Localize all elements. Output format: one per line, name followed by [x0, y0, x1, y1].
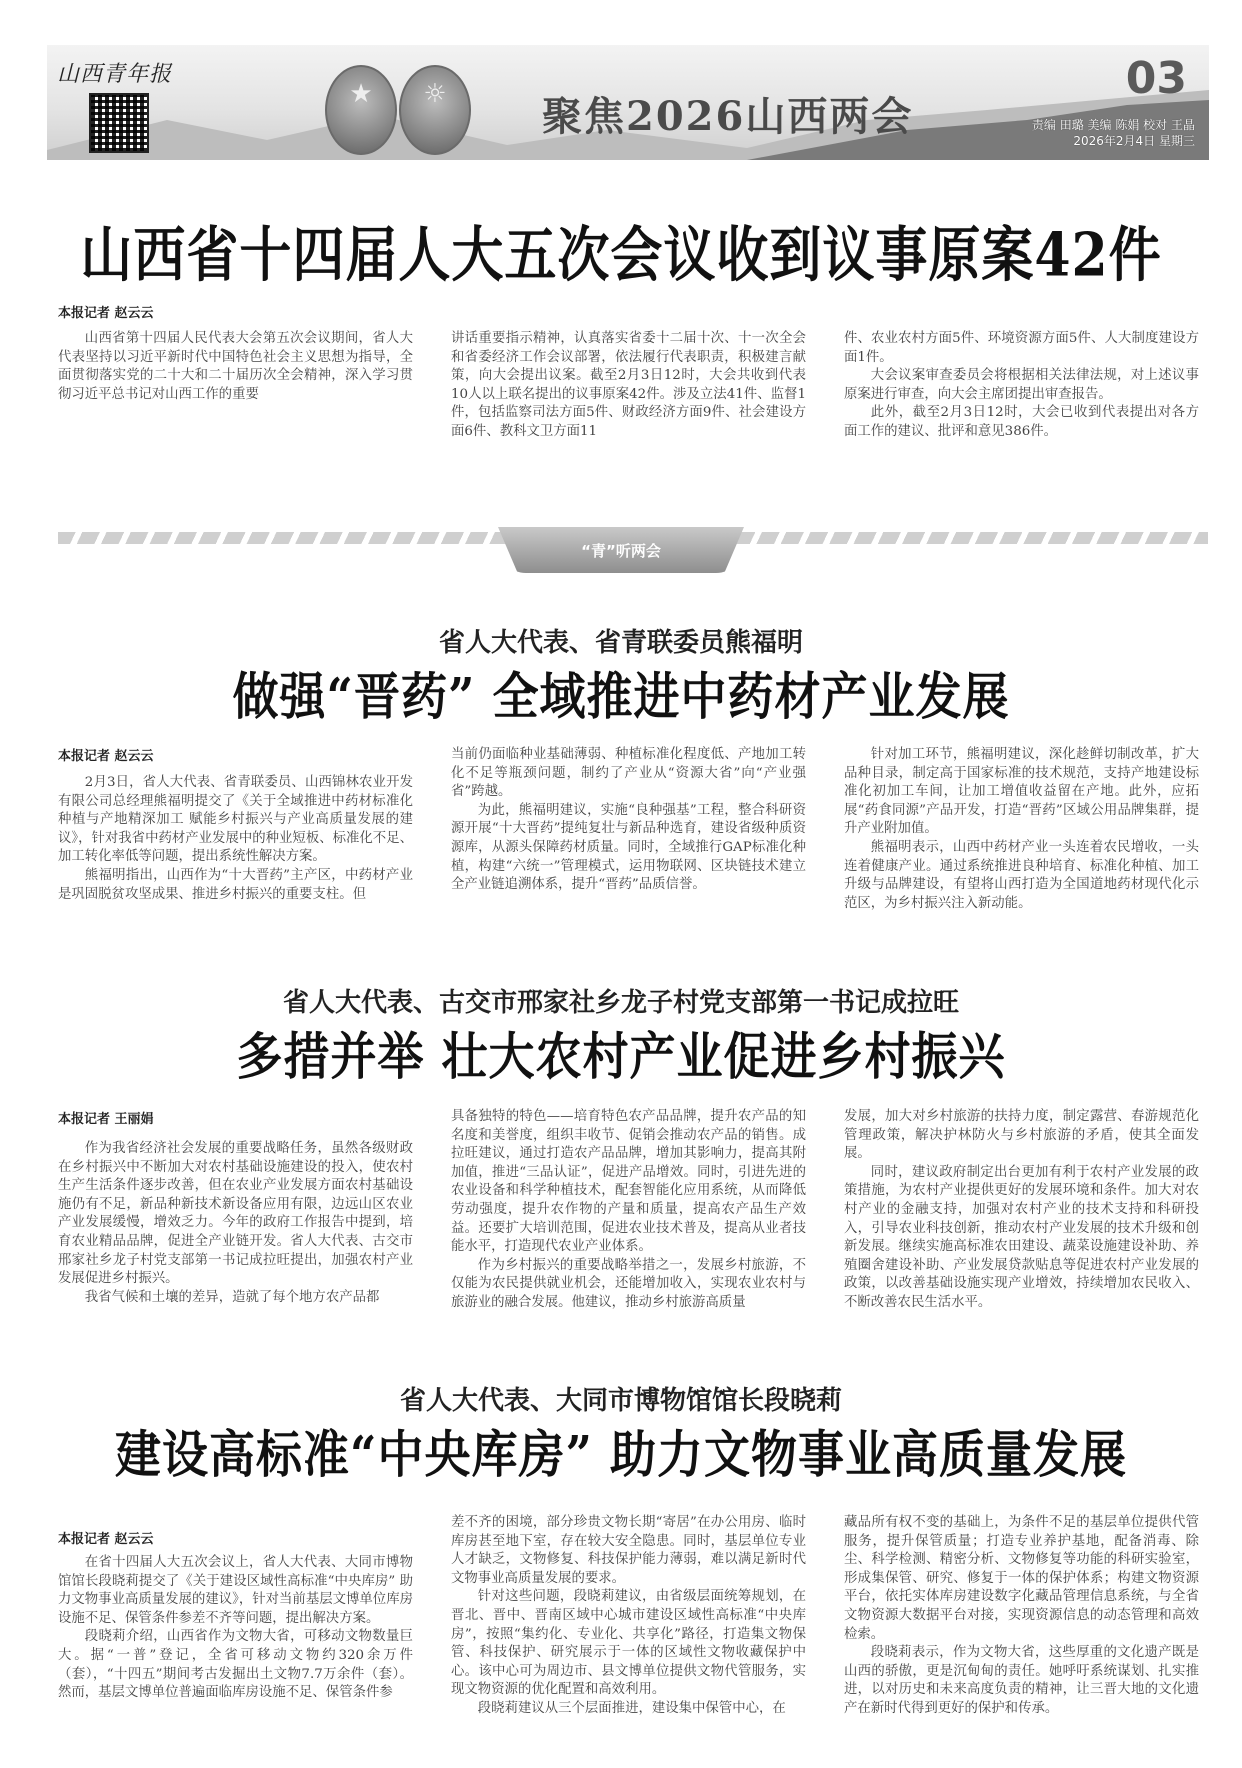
paragraph: 当前仍面临种业基础薄弱、种植标准化程度低、产地加工转化不足等瓶颈问题，制约了产业从“资源大省”向“产业强省”跨越。: [451, 747, 806, 800]
article3-body: [58, 1108, 1208, 1313]
article2-kicker: 省人大代表、省青联委员熊福明: [438, 628, 803, 658]
paragraph: 作为乡村振兴的重要战略举措之一，发展乡村旅游，不仅能为农民提供就业机会，还能增加收入，实现农业农村与旅游业的融合发展。他建议，推动乡村旅游高质量: [451, 1257, 806, 1310]
article2-body: [58, 746, 1208, 913]
paragraph: 段晓莉表示，作为文物大省，这些厚重的文化遗产既是山西的骄傲，更是沉甸甸的责任。她呼吁系统谋划、扎实推进，以对历史和未来高度负责的精神，让三晋大地的文化遗产在新时代得到更好的保护和传承。: [844, 1645, 1199, 1716]
article4-body: [58, 1514, 1208, 1719]
article1-column-3: [844, 330, 1199, 442]
paragraph: 熊福明表示，山西中药材产业一头连着农民增收，一头连着健康产业。通过系统推进良种培育、标准化种植、加工升级与品牌建设，有望将山西打造为全国道地药材现代化示范区，为乡村振兴注入新动能。: [844, 839, 1199, 911]
article4-headline: 建设高标准“中央库房” 助力文物事业高质量发展: [115, 1424, 1127, 1484]
article2-column-3: [844, 746, 1199, 913]
article2-byline: 本报记者 赵云云: [58, 749, 154, 764]
article3-headline: 多措并举 壮大农村产业促进乡村振兴: [236, 1026, 1006, 1086]
article3-byline: 本报记者 王丽娟: [58, 1112, 154, 1127]
paragraph: 藏品所有权不变的基础上，为条件不足的基层单位提供代管服务，提升保管质量；打造专业养护基地，配备消毒、除尘、科学检测、精密分析、文物修复等功能的科研实验室，形成集保管、研究、修复于一体的保护体系；构建文物资源平台，依托实体库房建设数字化藏品管理信息系统，与全省文物资源大数据平台对接，实现资源信息的动态管理和高效检索。: [844, 1515, 1199, 1642]
article2-headline: 做强“晋药” 全域推进中药材产业发展: [232, 666, 1010, 726]
editor-credits: 责编 田璐 美编 陈娟 校对 王晶: [1031, 118, 1195, 132]
issue-date: 2026年2月4日 星期三: [1073, 134, 1195, 148]
paragraph: 针对这些问题，段晓莉建议，由省级层面统筹规划，在晋北、晋中、晋南区域中心城市建设区域性高标准“中央库房”，按照“集约化、专业化、共享化”路径，打造集文物保管、科技保护、研究展示于一体的区域性文物收藏保护中心。该中心可为周边市、县文博单位提供文物代管服务，实现文物资源的优化配置和高效利用。: [451, 1589, 806, 1698]
qr-code-icon: [89, 93, 149, 153]
paragraph: 大会议案审查委员会将根据相关法律法规，对上述议事原案进行审查，向大会主席团提出审查报告。: [844, 368, 1199, 402]
paragraph: 段晓莉介绍，山西省作为文物大省，可移动文物数量巨大。据“一普”登记，全省可移动文物约320余万件（套），“十四五”期间考古发掘出土文物7.7万余件（套）。然而，基层文博单位普遍面临库房设施不足、保管条件参: [58, 1629, 413, 1701]
editorial-credits: [1032, 117, 1195, 149]
paragraph: 针对加工环节，熊福明建议，深化趁鲜切制改革，扩大品种目录，制定高于国家标准的技术规范，支持产地建设标准化初加工车间，让加工增值收益留在产地。此外，应拓展“药食同源”产品开发，打造“晋药”区域公用品牌集群，提升产业附加值。: [844, 747, 1199, 837]
article3-kicker: 省人大代表、古交市邢家社乡龙子村党支部第一书记成拉旺: [282, 988, 959, 1018]
article2-column-2: [451, 746, 806, 913]
paragraph: 同时，建议政府制定出台更加有利于农村产业发展的政策措施，为农村产业提供更好的发展环境和条件。加大对农村产业的金融支持，加强对农村产业的技术支持和科研投入，引导农业科技创新，推动农村产业发展的技术升级和创新发展。继续实施高标准农田建设、蔬菜设施建设补助、养殖圈舍建设补助、产业发展贷款贴息等促进农村产业发展的政策，以改善基础设施实现产业增效，持续增加农民收入、不断改善农民生活水平。: [844, 1164, 1199, 1310]
article1-column-2: [451, 330, 806, 442]
article4-column-1: [58, 1514, 413, 1719]
page-number: 03: [1125, 53, 1187, 104]
paragraph: 讲话重要指示精神，认真落实省委十二届十次、十一次全会和省委经济工作会议部署，依法履行代表职责，积极建言献策，向大会提出议案。截至2月3日12时，大会共收到代表10人以上联名提出的议事原案42件。涉及立法41件、监督1件，包括监察司法方面5件、财政经济方面9件、社会建设方面6件、教科文卫方面11: [451, 331, 806, 439]
paragraph: 段晓莉建议从三个层面推进，建设集中保管中心，在: [477, 1700, 786, 1716]
paragraph: 山西省第十四届人民代表大会第五次会议期间，省人大代表坚持以习近平新时代中国特色社会主义思想为指导，全面贯彻落实党的二十大和二十届历次全会精神，深入学习贯彻习近平总书记对山西工作的重要: [58, 331, 413, 402]
article3-column-2: [451, 1108, 806, 1313]
article1-column-1: [58, 330, 413, 442]
paragraph: 在省十四届人大五次会议上，省人大代表、大同市博物馆馆长段晓莉提交了《关于建设区域性高标准“中央库房” 助力文物事业高质量发展的建议》，针对当前基层文博单位库房设施不足、保管条件参差不齐等问题，提出解决方案。: [58, 1555, 413, 1626]
national-emblem-icon: ★: [325, 65, 397, 155]
paragraph: 发展，加大对乡村旅游的扶持力度，制定露营、春游规范化管理政策，解决护林防火与乡村旅游的矛盾，使其全面发展。: [844, 1109, 1199, 1162]
paragraph: 件、农业农村方面5件、环境资源方面5件、人大制度建设方面1件。: [844, 331, 1199, 365]
paragraph: 此外，截至2月3日12时，大会已收到代表提出对各方面工作的建议、批评和意见386件。: [844, 405, 1199, 439]
paragraph: 具备独特的特色——培育特色农产品品牌，提升农产品的知名度和美誉度，组织丰收节、促销会推动农产品的销售。成拉旺建议，通过打造农产品品牌，增加其影响力，提高其附加值，推进“三品认证”，促进产品增效。同时，引进先进的农业设备和科学种植技术，配套智能化应用系统，从而降低劳动强度，提升农作物的产量和质量，提高农产品生产效益。还要扩大培训范围，促进农业技术普及，提高从业者技能水平，打造现代农业产业体系。: [451, 1109, 806, 1255]
paragraph: 作为我省经济社会发展的重要战略任务，虽然各级财政在乡村振兴中不断加大对农村基础设施建设的投入，使农村生产生活条件逐步改善，但在农业产业发展方面农村基础设施仍有不足，新品种新技术新设备应用有限，边远山区农业产业发展缓慢，增效乏力。今年的政府工作报告中提到，培育农业精品品牌，促进全产业链开发。省人大代表、古交市邢家社乡龙子村党支部第一书记成拉旺提出，加强农村产业发展促进乡村振兴。: [58, 1141, 413, 1287]
article4-kicker: 省人大代表、大同市博物馆馆长段晓莉: [399, 1386, 842, 1416]
article4-byline: 本报记者 赵云云: [58, 1532, 154, 1547]
paragraph: 2月3日，省人大代表、省青联委员、山西锦林农业开发有限公司总经理熊福明提交了《关于全域推进中药材标准化种植与产地精深加工 赋能乡村振兴与产业高质量发展的建议》，针对我省中药材产业发展中的种业短板、标准化不足、加工转化率低等问题，提出系统性解决方案。: [58, 775, 413, 865]
article1-headline: 山西省十四届人大五次会议收到议事原案42件: [80, 220, 1162, 291]
article3-column-1: [58, 1108, 413, 1313]
paragraph: 差不齐的困境，部分珍贵文物长期“寄居”在办公用房、临时库房甚至地下室，存在较大安全隐患。同时，基层单位专业人才缺乏，文物修复、科技保护能力薄弱，难以满足新时代文物事业高质量发展的要求。: [451, 1515, 806, 1586]
article1-body: [58, 330, 1208, 442]
masthead-banner: [47, 45, 1209, 160]
article1-byline: 本报记者 赵云云: [58, 306, 154, 321]
article2-column-1: [58, 746, 413, 913]
section-banner-title: 聚焦2026山西两会: [542, 93, 914, 140]
section-label: “青”听两会: [581, 542, 661, 560]
paragraph: 熊福明指出，山西作为“十大晋药”主产区，中药材产业是巩固脱贫攻坚成果、推进乡村振兴的重要支柱。但: [58, 867, 413, 902]
cppcc-emblem-icon: ☼: [399, 65, 471, 155]
newspaper-logo: 山西青年报: [57, 62, 173, 87]
article4-column-3: [844, 1514, 1199, 1719]
paragraph: 为此，熊福明建议，实施“良种强基”工程，整合科研资源开展“十大晋药”提纯复壮与新品种选育，建设省级种质资源库，从源头保障药材质量。同时，全域推行GAP标准化种植，构建“六统一”管理模式，运用物联网、区块链技术建立全产业链追溯体系，提升“晋药”品质信誉。: [451, 802, 806, 893]
article3-column-3: [844, 1108, 1199, 1313]
article4-column-2: [451, 1514, 806, 1719]
paragraph: 我省气候和土壤的差异，造就了每个地方农产品都: [84, 1289, 380, 1305]
